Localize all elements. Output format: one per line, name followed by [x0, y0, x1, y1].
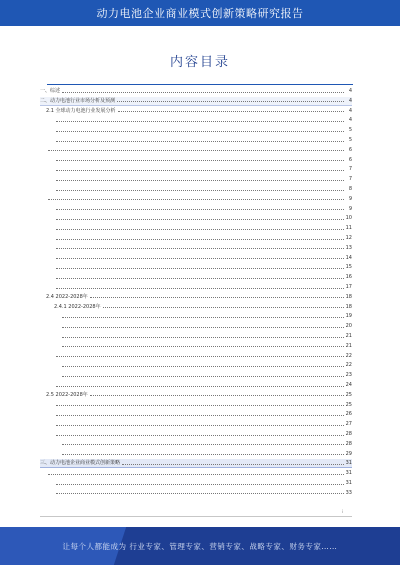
- toc-entry[interactable]: [54, 116, 352, 124]
- toc-entry-page-number: 9: [348, 205, 352, 212]
- toc-dot-leader: [62, 317, 344, 318]
- toc-dot-leader: [117, 101, 344, 102]
- toc-dot-leader: [62, 92, 344, 93]
- toc-entry[interactable]: [54, 156, 352, 164]
- toc-entry-page-number: 13: [345, 244, 352, 251]
- page-marker: i: [342, 509, 344, 514]
- toc-entry[interactable]: [60, 312, 352, 320]
- toc-entry[interactable]: [46, 195, 352, 203]
- toc-entry[interactable]: [60, 361, 352, 369]
- toc-dot-leader: [56, 425, 344, 426]
- toc-entry[interactable]: [54, 430, 352, 438]
- toc-entry-page-number: 4: [348, 107, 352, 114]
- toc-dot-leader: [56, 405, 344, 406]
- toc-dot-leader: [90, 395, 344, 396]
- toc-entry[interactable]: [60, 342, 352, 350]
- toc-dot-leader: [62, 346, 344, 347]
- toc-entry-page-number: 11: [345, 225, 352, 232]
- toc-entry-page-number: 29: [345, 450, 352, 457]
- toc-dot-leader: [56, 386, 344, 387]
- toc-dot-leader: [48, 150, 344, 151]
- toc-dot-leader: [48, 199, 344, 200]
- toc-entry-page-number: 15: [345, 264, 352, 271]
- toc-entry-page-number: 31: [345, 480, 352, 486]
- toc-entry-page-number: 27: [345, 421, 352, 428]
- toc-entry[interactable]: [54, 136, 352, 144]
- toc-entry[interactable]: [54, 165, 352, 173]
- toc-entry[interactable]: [54, 244, 352, 252]
- toc-entry-title: 一、综述: [40, 88, 61, 94]
- toc-entry[interactable]: [46, 146, 352, 154]
- toc-entry[interactable]: [54, 214, 352, 222]
- toc-entry[interactable]: [60, 440, 352, 448]
- toc-entry-page-number: 12: [345, 235, 352, 241]
- toc-dot-leader: [56, 484, 344, 485]
- toc-dot-leader: [56, 121, 344, 122]
- toc-entry-title: 2.4.1 2022-2028年: [54, 303, 101, 310]
- toc-entry[interactable]: [54, 410, 352, 418]
- toc-dot-leader: [56, 356, 344, 357]
- toc-heading: 内容目录: [169, 55, 230, 70]
- toc-entry[interactable]: [46, 293, 352, 301]
- toc-entry-title: 2.5 2022-2028年: [46, 391, 88, 398]
- toc-entry-page-number: 10: [345, 215, 352, 222]
- toc-entry[interactable]: [54, 381, 352, 389]
- toc-dot-leader: [56, 141, 344, 142]
- toc-dot-leader: [56, 268, 344, 269]
- toc-entry[interactable]: [54, 254, 352, 262]
- toc-entry-page-number: 7: [348, 176, 352, 183]
- toc-entry[interactable]: [54, 263, 352, 271]
- toc-dot-leader: [62, 337, 344, 338]
- toc-entry-page-number: 6: [348, 146, 352, 153]
- toc-entry-page-number: 9: [348, 195, 352, 202]
- toc-entry-page-number: 25: [345, 391, 352, 398]
- report-title: 动力电池企业商业模式创新策略研究报告: [96, 7, 304, 20]
- toc-entry[interactable]: [60, 371, 352, 379]
- toc-dot-leader: [56, 131, 344, 132]
- report-header-bar: [0, 0, 400, 26]
- toc-entry[interactable]: [54, 489, 352, 497]
- toc-entry-title: 二、动力电池行业市场分析及预测: [40, 97, 116, 104]
- toc-entry-page-number: 28: [345, 431, 352, 437]
- toc-dot-leader: [56, 209, 344, 210]
- toc-dot-leader: [56, 160, 344, 161]
- toc-entry[interactable]: [54, 401, 352, 409]
- toc-dot-leader: [56, 415, 344, 416]
- toc-entry-page-number: 31: [345, 460, 352, 467]
- toc-entry-page-number: 5: [348, 137, 352, 143]
- toc-dot-leader: [56, 180, 344, 181]
- toc-entry-page-number: 4: [348, 117, 352, 124]
- toc-entry[interactable]: [54, 175, 352, 183]
- footer-slogan: 让每个人都能成为 行业专家、管理专家、营销专家、战略专家、财务专家……: [62, 541, 338, 551]
- toc-entry[interactable]: [46, 469, 352, 477]
- toc-dot-leader: [103, 307, 344, 308]
- toc-dot-leader: [62, 444, 344, 445]
- toc-entry-page-number: 6: [348, 156, 352, 163]
- toc-entry[interactable]: [54, 273, 352, 281]
- toc-dot-leader: [56, 248, 344, 249]
- toc-entry-page-number: 18: [345, 303, 352, 310]
- toc-entry-page-number: 22: [345, 362, 352, 369]
- toc-entry-page-number: 4: [348, 97, 352, 104]
- toc-dot-leader: [62, 454, 344, 455]
- toc-dot-leader: [48, 474, 344, 475]
- toc-entry-page-number: 4: [348, 88, 352, 94]
- toc-dot-leader: [56, 229, 344, 230]
- toc-entry[interactable]: [46, 107, 352, 115]
- toc-entry-page-number: 7: [348, 166, 352, 173]
- toc-entry-page-number: 31: [345, 470, 352, 477]
- toc-entry-page-number: 26: [345, 411, 352, 418]
- toc-entry-page-number: 33: [345, 489, 352, 496]
- toc-entry[interactable]: [54, 479, 352, 487]
- toc-entry[interactable]: [40, 97, 352, 106]
- toc-entry-page-number: 5: [348, 127, 352, 134]
- toc-entry-page-number: 21: [345, 342, 352, 349]
- toc-dot-leader: [56, 288, 344, 289]
- toc-entry-page-number: 8: [348, 186, 352, 192]
- toc-entry[interactable]: [54, 234, 352, 242]
- toc-dot-leader: [56, 170, 344, 171]
- toc-entry[interactable]: [54, 224, 352, 232]
- toc-entry[interactable]: [54, 185, 352, 193]
- content-bottom-rule: [40, 516, 352, 517]
- toc-dot-leader: [56, 258, 344, 259]
- toc-entry[interactable]: [60, 450, 352, 458]
- toc-entry-page-number: 14: [345, 254, 352, 261]
- toc-entry-page-number: 17: [345, 284, 352, 290]
- footer-banner: [0, 527, 400, 565]
- toc-entry[interactable]: [54, 283, 352, 291]
- toc-entry[interactable]: [60, 322, 352, 330]
- toc-entry-page-number: 23: [345, 372, 352, 379]
- toc-entry[interactable]: [54, 420, 352, 428]
- toc-entry[interactable]: [54, 205, 352, 213]
- toc-entry[interactable]: [54, 352, 352, 360]
- toc-heading-rule: [47, 84, 353, 85]
- toc-entry-page-number: 21: [345, 333, 352, 339]
- toc-entry-title: 三、动力电池企业商业模式创新策略: [40, 460, 121, 467]
- toc-entry-title: 2.4 2022-2028年: [46, 293, 88, 300]
- toc-entry-page-number: 25: [345, 401, 352, 408]
- toc-entry-title: 2.1 全球动力电池行业发展分析: [46, 107, 116, 114]
- toc-dot-leader: [118, 111, 344, 112]
- toc-dot-leader: [90, 297, 344, 298]
- toc-dot-leader: [56, 435, 344, 436]
- toc-entry[interactable]: [60, 332, 352, 340]
- toc-entry-page-number: 19: [345, 313, 352, 320]
- toc-entry-page-number: 18: [345, 293, 352, 300]
- toc-entry-page-number: 16: [345, 274, 352, 281]
- toc-dot-leader: [56, 219, 344, 220]
- toc-entry-page-number: 24: [345, 382, 352, 388]
- toc-entry-page-number: 28: [345, 440, 352, 447]
- toc-entry[interactable]: [54, 126, 352, 134]
- toc-dot-leader: [56, 493, 344, 494]
- toc-dot-leader: [122, 464, 344, 465]
- toc-entry[interactable]: [54, 303, 352, 311]
- toc-dot-leader: [62, 327, 344, 328]
- toc-dot-leader: [56, 239, 344, 240]
- toc-entry-page-number: 20: [345, 323, 352, 330]
- toc-entry[interactable]: [46, 391, 352, 399]
- toc-entry[interactable]: [40, 87, 352, 95]
- toc-dot-leader: [62, 366, 344, 367]
- toc-dot-leader: [62, 376, 344, 377]
- toc-entry-page-number: 22: [345, 352, 352, 359]
- toc-entry[interactable]: [40, 459, 352, 468]
- toc-dot-leader: [56, 278, 344, 279]
- toc-dot-leader: [56, 190, 344, 191]
